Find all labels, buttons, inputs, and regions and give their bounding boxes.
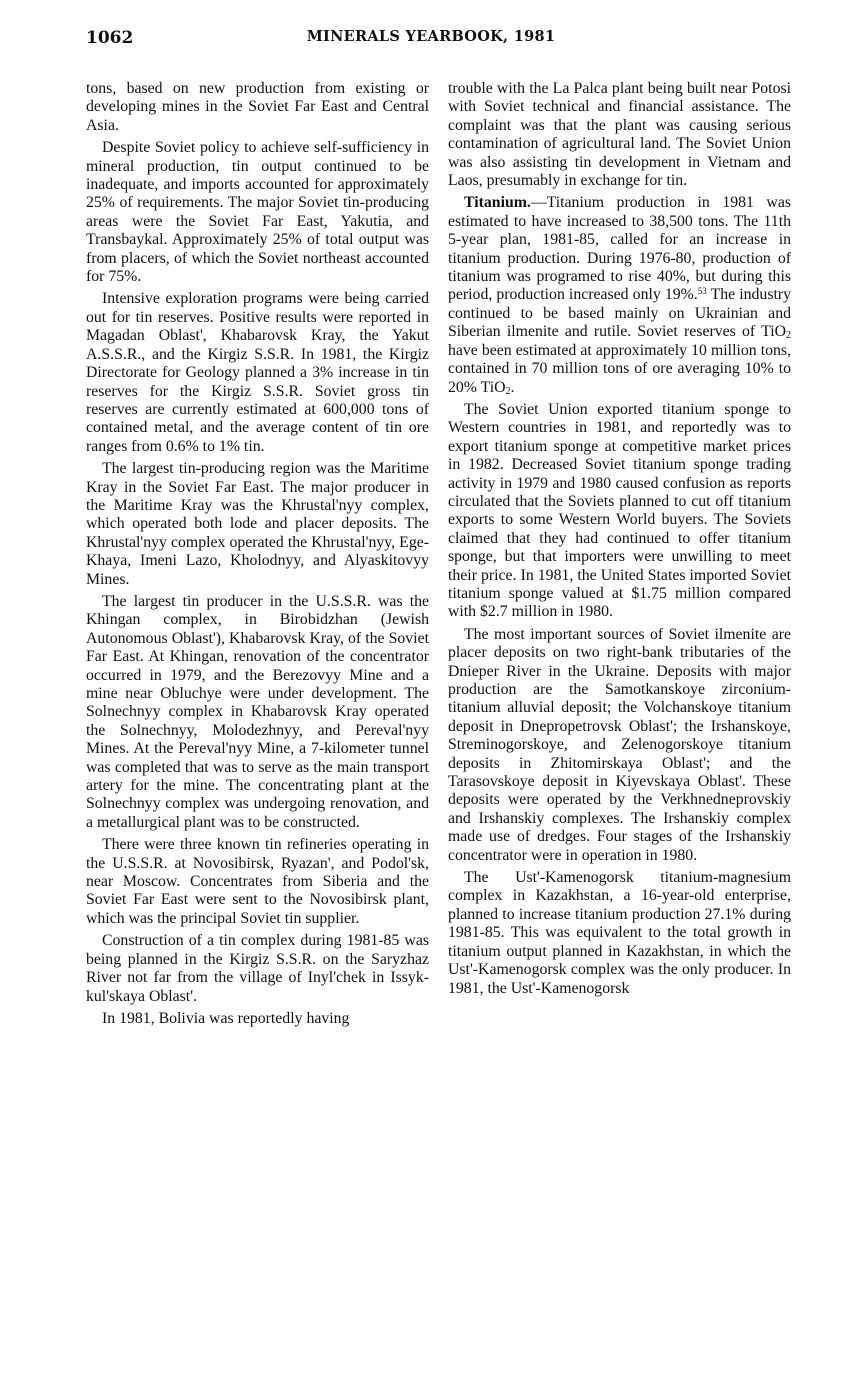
paragraph-titanium [448,194,791,396]
right-column [448,80,791,998]
subscript-2: 2 [786,330,791,342]
page-number: 1062 [86,28,134,48]
paragraph-la-palca: trouble with the La Palca plant being built near Potosi with Soviet technical and financial assistance. The complaint was that the plant was causing serious contamination of agricultural land. The Soviet Union was also assisting tin development in Vietnam and Laos, presumably in exchange for tin. [448,80,791,190]
paragraph-ilmenite-sources: The most important sources of Soviet ilmenite are placer deposits on two right-bank tributaries of the Dnieper River in the Ukraine. Deposits with major production are the Samotkanskoye zirconium-titanium alluvial deposit; the Volchanskoye titanium deposit in Dnepropetrovsk Oblast'; the Irshanskoye, Streminogorskoye, and Zelenogorskoye titanium deposits in Zhitomirskaya Oblast'; and the Tarasovskoye deposit in Kiyevskaya Oblast'. These deposits were operated by the Verkhnedneprovskiy and Irshanskiy complexes. The Irshanskiy complex made use of dredges. Four stages of the Irshanskiy concentrator were in operation in 1980. [448,625,791,864]
paragraph-maritime-kray: The largest tin-producing region was the Maritime Kray in the Soviet Far East. The major producer in the Maritime Kray was the Khrustal'nyy complex, which operated both lode and placer deposits. The Khrustal'nyy complex operated the Khrustal'nyy, Ege-Khaya, Imeni Lazo, Kholodnyy, and Alyaskitovyy Mines. [86,460,429,588]
running-title: MINERALS YEARBOOK, 1981 [306,28,556,45]
titanium-text-c: have been estimated at approximately 10 million tons, contained in 70 million tons of ore averaging 10% to 20% TiO [448,341,791,396]
paragraph-kirgiz-tin-complex: Construction of a tin complex during 1981-85 was being planned in the Kirgiz S.S.R. on the Saryzhaz River not far from the village of Inyl'chek in Issyk-kul'skaya Oblast'. [86,932,429,1005]
paragraph-titanium-sponge-exports: The Soviet Union exported titanium sponge to Western countries in 1981, and reportedly was to export titanium sponge at competitive market prices in 1982. Decreased Soviet titanium sponge trading activity in 1979 and 1980 caused confusion as reports circulated that the Soviets planned to cut off titanium exports to some Western World buyers. The Soviets claimed that they had continued to offer titanium sponge, but that importers were unwilling to meet their price. In 1981, the United States imported Soviet titanium sponge valued at $1.75 million compared with $2.7 million in 1980. [448,400,791,621]
paragraph-khingan-complex: The largest tin producer in the U.S.S.R. was the Khingan complex, in Birobidzhan (Jewish Autonomous Oblast'), Khabarovsk Kray, of the Soviet Far East. At Khingan, renovation of the concentrator occurred in 1979, and the Berezovyy Mine and a mine near Obluchye were under development. The Solnechnyy complex in Khabarovsk Kray operated the Solnechnyy, Molodezhnyy, and Pereval'nyy Mines. At the Pereval'nyy Mine, a 7-kilometer tunnel was completed that was to serve as the main transport artery for the mine. The concentrating plant at the Solnechnyy complex was undergoing renovation, and a metallurgical plant was to be constructed. [86,592,429,831]
paragraph-ust-kamenogorsk: The Ust'-Kamenogorsk titanium-magnesium complex in Kazakhstan, a 16-year-old enterprise, planned to increase titanium production 27.1% during 1981-85. This was equivalent to the total growth in titanium output planned in Kazakhstan, in which the Ust'-Kamenogorsk complex was the only producer. In 1981, the Ust'-Kamenogorsk [448,869,791,997]
section-heading-titanium: Titanium. [464,194,531,212]
paragraph-bolivia: In 1981, Bolivia was reportedly having [102,1009,350,1027]
left-column [86,80,429,1028]
paragraph-continuation: tons, based on new production from existing or developing mines in the Soviet Far East and Central Asia. [86,80,429,134]
paragraph-tin-self-sufficiency: Despite Soviet policy to achieve self-sufficiency in mineral production, tin output continued to be inadequate, and imports accounted for approximately 25% of requirements. The major Soviet tin-producing areas were the Soviet Far East, Yakutia, and Transbaykal. Approximately 25% of total output was from placers, of which the Soviet northeast accounted for 75%. [86,139,429,286]
titanium-text-b: The industry continued to be based mainly on Ukrainian and Siberian ilmenite and rutile. Soviet reserves of TiO [448,286,792,341]
footnote-reference: 53 [697,286,707,297]
subscript-2: 2 [505,385,511,397]
page-header [86,28,776,54]
titanium-text-d: . [510,378,515,396]
paragraph-tin-refineries: There were three known tin refineries operating in the U.S.S.R. at Novosibirsk, Ryazan', and Podol'sk, near Moscow. Concentrates from Siberia and the Soviet Far East were sent to the Novosibirsk plant, which was the principal Soviet tin supplier. [86,836,429,927]
titanium-text-a: —Titanium production in 1981 was estimated to have increased to 38,500 tons. The 11th 5-year plan, 1981-85, called for an increase in titanium production. During 1976-80, production of titanium was programed to rise 40%, but during this period, production increased only 19%. [448,194,791,304]
paragraph-tin-exploration: Intensive exploration programs were being carried out for tin reserves. Positive results were reported in Magadan Oblast', Khabarovsk Kray, the Yakut A.S.S.R., and the Kirgiz S.S.R. In 1981, the Kirgiz Directorate for Geology planned a 3% increase in tin reserves for the Kirgiz S.S.R. Soviet gross tin reserves are currently estimated at 600,000 tons of contained metal, and the average content of tin ore ranges from 0.6% to 1% tin. [86,290,429,455]
